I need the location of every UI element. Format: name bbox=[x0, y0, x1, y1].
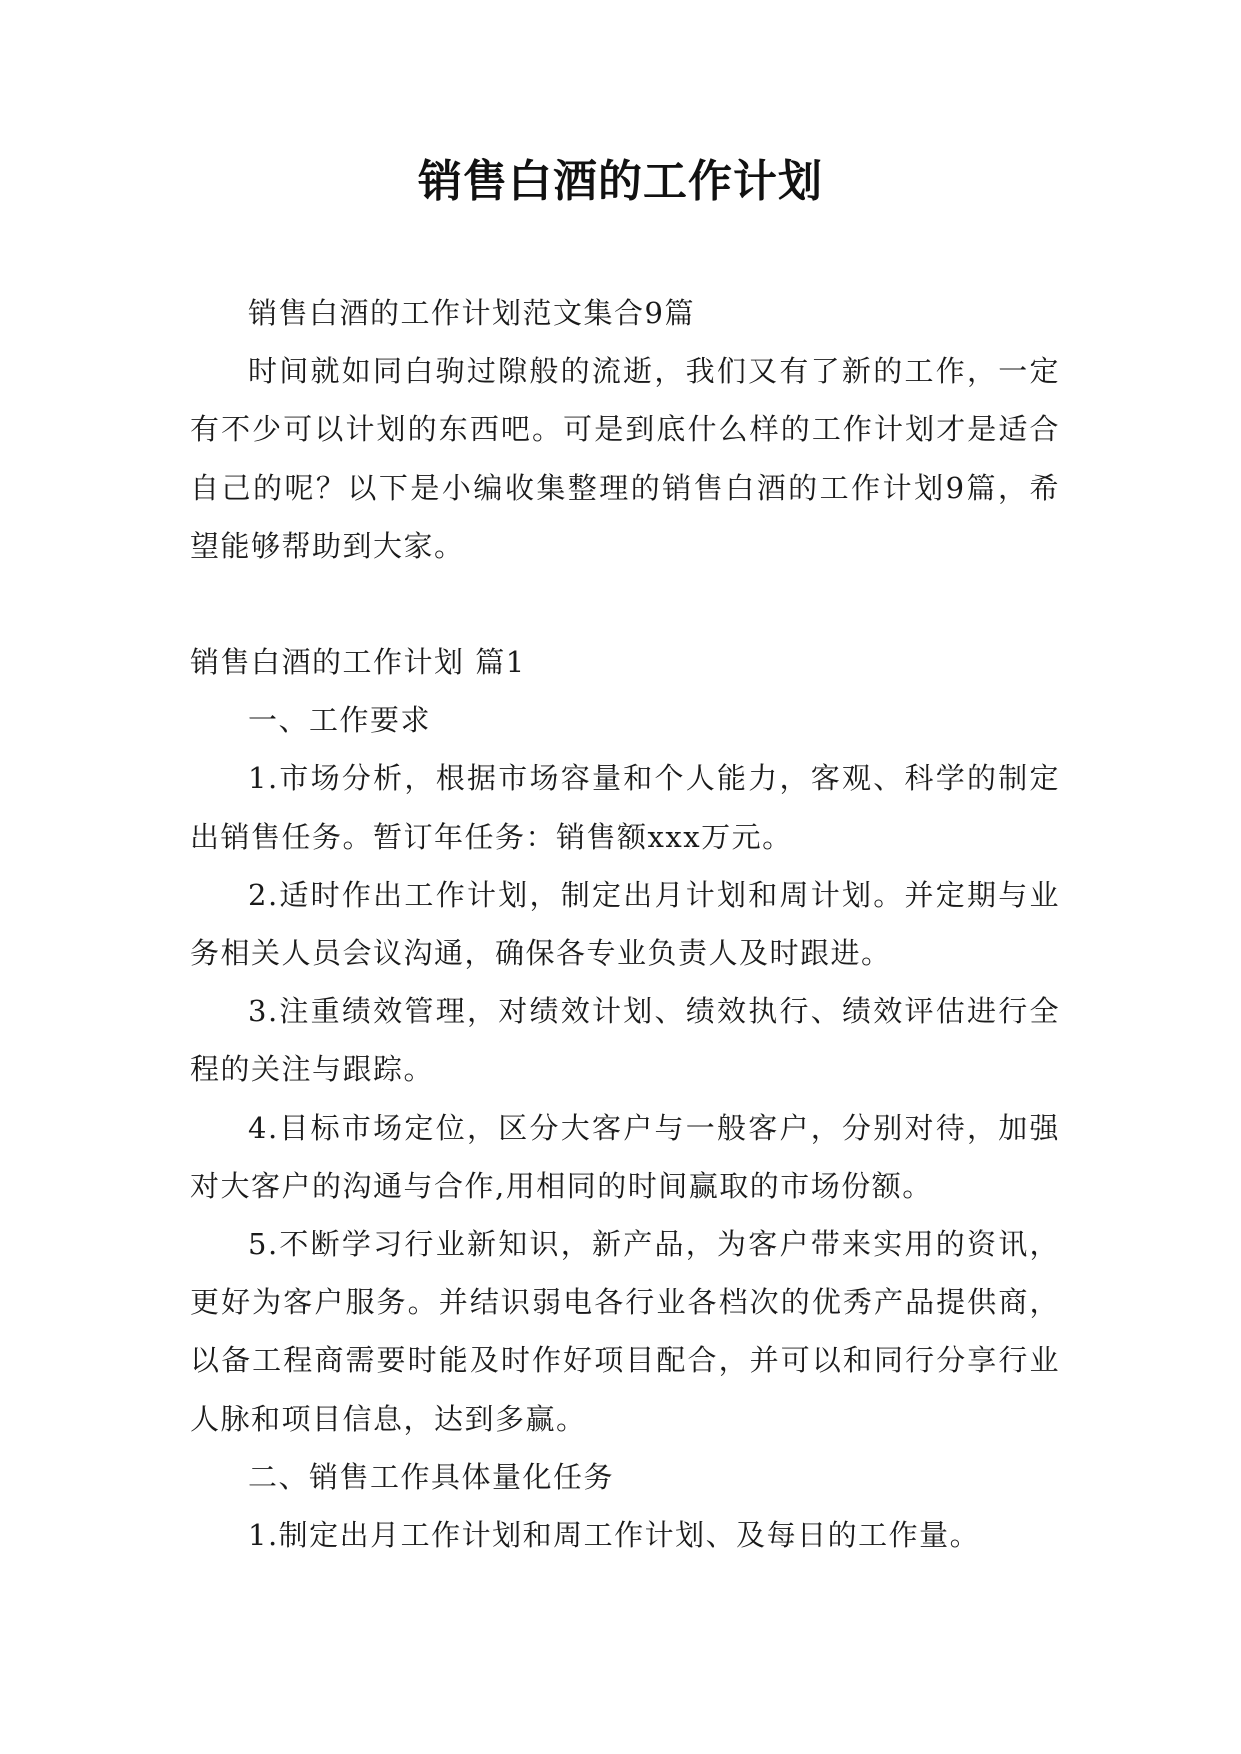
intro-paragraph: 时间就如同白驹过隙般的流逝，我们又有了新的工作，一定有不少可以计划的东西吧。可是到底什么样的工作计划才是适合自己的呢？以下是小编收集整理的销售白酒的工作计划9篇，希望能够帮助到大家。 bbox=[190, 354, 1060, 563]
document-title: 销售白酒的工作计划 bbox=[418, 156, 823, 207]
part-title-quantified-tasks: 二、销售工作具体量化任务 bbox=[248, 1459, 615, 1494]
requirement-item-4: 4.目标市场定位，区分大客户与一般客户，分别对待，加强对大客户的沟通与合作,用相同的时间赢取的市场份额。 bbox=[190, 1110, 1060, 1203]
requirement-item-5: 5.不断学习行业新知识，新产品，为客户带来实用的资讯，更好为客户服务。并结识弱电各行业各档次的优秀产品提供商，以备工程商需要时能及时作好项目配合，并可以和同行分享行业人脉和项目信息，达到多赢。 bbox=[190, 1227, 1060, 1436]
paragraph-gap bbox=[190, 575, 1060, 633]
requirement-item-2: 2.适时作出工作计划，制定出月计划和周计划。并定期与业务相关人员会议沟通，确保各专业负责人及时跟进。 bbox=[190, 877, 1060, 971]
requirement-item-1: 1.市场分析，根据市场容量和个人能力，客观、科学的制定出销售任务。暂订年任务：销售额xxx万元。 bbox=[190, 761, 1060, 854]
requirement-item-3: 3.注重绩效管理，对绩效计划、绩效执行、绩效评估进行全程的关注与跟踪。 bbox=[190, 994, 1060, 1087]
part-title-requirements: 一、工作要求 bbox=[248, 703, 432, 738]
document-body bbox=[190, 284, 1060, 1564]
task-item-1: 1.制定出月工作计划和周工作计划、及每日的工作量。 bbox=[248, 1518, 981, 1553]
document-subtitle: 销售白酒的工作计划范文集合9篇 bbox=[248, 296, 695, 330]
section-heading: 销售白酒的工作计划 篇1 bbox=[190, 645, 526, 680]
